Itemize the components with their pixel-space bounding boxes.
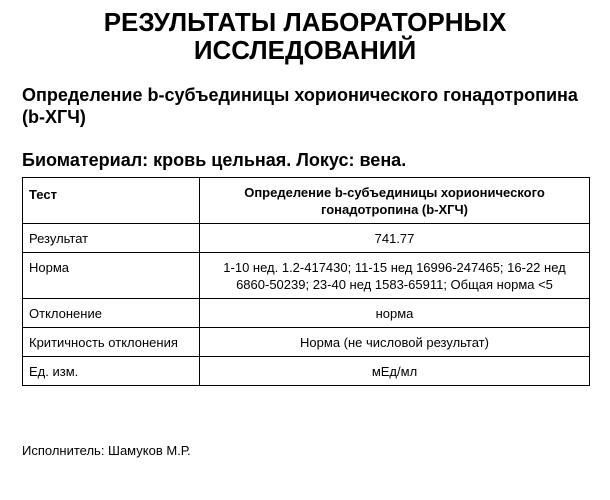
table-row-norm — [23, 253, 590, 299]
biomaterial-line: Биоматериал: кровь цельная. Локус: вена. — [22, 150, 407, 170]
executor-line: Исполнитель: Шамуков М.Р. — [22, 443, 191, 458]
row-value: норма — [200, 299, 590, 328]
test-name-heading: Определение b-субъединицы хорионического гонадотропина (b-ХГЧ) — [22, 85, 578, 127]
row-label: Результат — [23, 224, 200, 253]
table-row-criticality — [23, 328, 590, 357]
report-title: РЕЗУЛЬТАТЫ ЛАБОРАТОРНЫХ ИССЛЕДОВАНИЙ — [103, 7, 507, 65]
results-table — [22, 177, 590, 386]
row-label: Отклонение — [23, 299, 200, 328]
row-value: мЕд/мл — [200, 357, 590, 386]
table-row-units — [23, 357, 590, 386]
table-row-result — [23, 224, 590, 253]
header-value-cell: Определение b-субъединицы хорионического гонадотропина (b-ХГЧ) — [200, 178, 590, 224]
row-value: 1-10 нед. 1.2-417430; 11-15 нед 16996-247465; 16-22 нед 6860-50239; 23-40 нед 1583-65911; Общая норма <5 — [200, 253, 590, 299]
row-value: Норма (не числовой результат) — [200, 328, 590, 357]
row-label: Норма — [23, 253, 200, 299]
row-label: Ед. изм. — [23, 357, 200, 386]
table-row-deviation — [23, 299, 590, 328]
table-header-row — [23, 178, 590, 224]
row-value: 741.77 — [200, 224, 590, 253]
header-label-cell: Тест — [23, 178, 200, 224]
row-label: Критичность отклонения — [23, 328, 200, 357]
